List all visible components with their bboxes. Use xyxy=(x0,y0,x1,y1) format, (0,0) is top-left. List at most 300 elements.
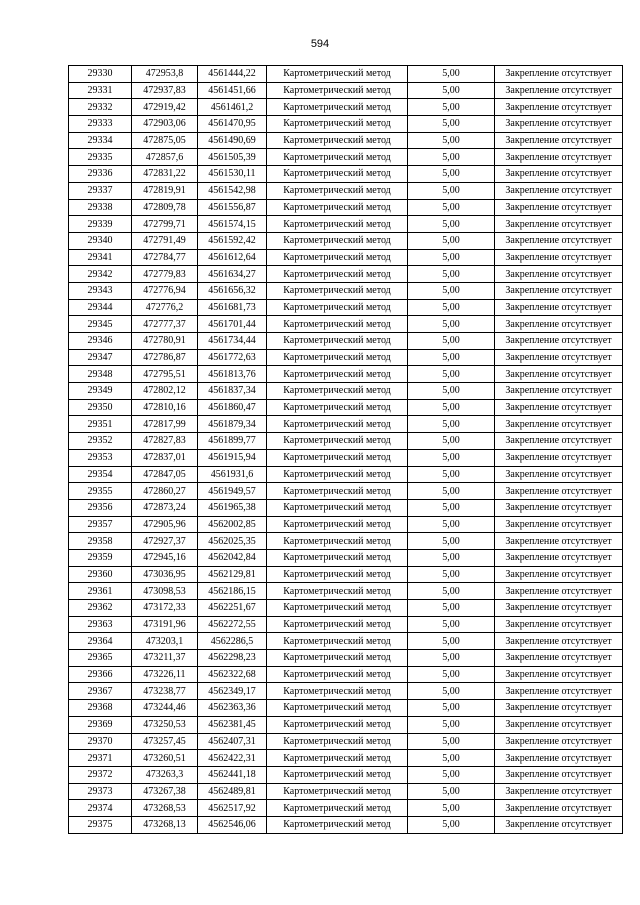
method-cell: Картометрический метод xyxy=(267,499,408,516)
method-cell: Картометрический метод xyxy=(267,533,408,550)
point-number-cell: 29356 xyxy=(69,499,132,516)
x-coordinate-cell: 472873,24 xyxy=(132,499,198,516)
x-coordinate-cell: 472776,94 xyxy=(132,282,198,299)
accuracy-cell: 5,00 xyxy=(408,282,495,299)
table-row xyxy=(69,182,623,199)
method-cell: Картометрический метод xyxy=(267,399,408,416)
fixing-description-cell: Закрепление отсутствует xyxy=(495,650,623,667)
method-cell: Картометрический метод xyxy=(267,383,408,400)
accuracy-cell: 5,00 xyxy=(408,633,495,650)
y-coordinate-cell: 4562129,81 xyxy=(198,566,267,583)
method-cell: Картометрический метод xyxy=(267,249,408,266)
table-row xyxy=(69,249,623,266)
y-coordinate-cell: 4562422,31 xyxy=(198,750,267,767)
fixing-description-cell: Закрепление отсутствует xyxy=(495,149,623,166)
y-coordinate-cell: 4561470,95 xyxy=(198,116,267,133)
x-coordinate-cell: 473263,3 xyxy=(132,766,198,783)
table-row xyxy=(69,650,623,667)
point-number-cell: 29362 xyxy=(69,600,132,617)
x-coordinate-cell: 472953,8 xyxy=(132,66,198,83)
method-cell: Картометрический метод xyxy=(267,366,408,383)
method-cell: Картометрический метод xyxy=(267,549,408,566)
point-number-cell: 29359 xyxy=(69,549,132,566)
accuracy-cell: 5,00 xyxy=(408,566,495,583)
fixing-description-cell: Закрепление отсутствует xyxy=(495,399,623,416)
method-cell: Картометрический метод xyxy=(267,666,408,683)
method-cell: Картометрический метод xyxy=(267,266,408,283)
table-row xyxy=(69,299,623,316)
table-row xyxy=(69,700,623,717)
fixing-description-cell: Закрепление отсутствует xyxy=(495,633,623,650)
accuracy-cell: 5,00 xyxy=(408,650,495,667)
table-row xyxy=(69,766,623,783)
method-cell: Картометрический метод xyxy=(267,82,408,99)
method-cell: Картометрический метод xyxy=(267,449,408,466)
accuracy-cell: 5,00 xyxy=(408,132,495,149)
accuracy-cell: 5,00 xyxy=(408,583,495,600)
method-cell: Картометрический метод xyxy=(267,750,408,767)
point-number-cell: 29360 xyxy=(69,566,132,583)
fixing-description-cell: Закрепление отсутствует xyxy=(495,733,623,750)
table-row xyxy=(69,66,623,83)
y-coordinate-cell: 4562441,18 xyxy=(198,766,267,783)
y-coordinate-cell: 4562489,81 xyxy=(198,783,267,800)
y-coordinate-cell: 4561681,73 xyxy=(198,299,267,316)
y-coordinate-cell: 4562025,35 xyxy=(198,533,267,550)
point-number-cell: 29365 xyxy=(69,650,132,667)
fixing-description-cell: Закрепление отсутствует xyxy=(495,700,623,717)
x-coordinate-cell: 473191,96 xyxy=(132,616,198,633)
point-number-cell: 29371 xyxy=(69,750,132,767)
fixing-description-cell: Закрепление отсутствует xyxy=(495,232,623,249)
method-cell: Картометрический метод xyxy=(267,583,408,600)
table-row xyxy=(69,132,623,149)
point-number-cell: 29373 xyxy=(69,783,132,800)
x-coordinate-cell: 472817,99 xyxy=(132,416,198,433)
table-row xyxy=(69,149,623,166)
y-coordinate-cell: 4562298,23 xyxy=(198,650,267,667)
point-number-cell: 29339 xyxy=(69,216,132,233)
method-cell: Картометрический метод xyxy=(267,616,408,633)
point-number-cell: 29345 xyxy=(69,316,132,333)
x-coordinate-cell: 473211,37 xyxy=(132,650,198,667)
table-row xyxy=(69,266,623,283)
fixing-description-cell: Закрепление отсутствует xyxy=(495,449,623,466)
point-number-cell: 29367 xyxy=(69,683,132,700)
point-number-cell: 29374 xyxy=(69,800,132,817)
method-cell: Картометрический метод xyxy=(267,566,408,583)
point-number-cell: 29340 xyxy=(69,232,132,249)
fixing-description-cell: Закрепление отсутствует xyxy=(495,199,623,216)
fixing-description-cell: Закрепление отсутствует xyxy=(495,816,623,833)
x-coordinate-cell: 472875,05 xyxy=(132,132,198,149)
accuracy-cell: 5,00 xyxy=(408,216,495,233)
fixing-description-cell: Закрепление отсутствует xyxy=(495,383,623,400)
table-row xyxy=(69,99,623,116)
point-number-cell: 29366 xyxy=(69,666,132,683)
table-row xyxy=(69,666,623,683)
x-coordinate-cell: 473098,53 xyxy=(132,583,198,600)
point-number-cell: 29347 xyxy=(69,349,132,366)
fixing-description-cell: Закрепление отсутствует xyxy=(495,349,623,366)
point-number-cell: 29351 xyxy=(69,416,132,433)
x-coordinate-cell: 472860,27 xyxy=(132,483,198,500)
coordinates-table xyxy=(68,65,623,834)
method-cell: Картометрический метод xyxy=(267,316,408,333)
table-row xyxy=(69,616,623,633)
fixing-description-cell: Закрепление отсутствует xyxy=(495,666,623,683)
method-cell: Картометрический метод xyxy=(267,116,408,133)
y-coordinate-cell: 4561813,76 xyxy=(198,366,267,383)
y-coordinate-cell: 4561634,27 xyxy=(198,266,267,283)
fixing-description-cell: Закрепление отсутствует xyxy=(495,616,623,633)
method-cell: Картометрический метод xyxy=(267,199,408,216)
method-cell: Картометрический метод xyxy=(267,99,408,116)
fixing-description-cell: Закрепление отсутствует xyxy=(495,516,623,533)
method-cell: Картометрический метод xyxy=(267,182,408,199)
accuracy-cell: 5,00 xyxy=(408,733,495,750)
table-row xyxy=(69,416,623,433)
fixing-description-cell: Закрепление отсутствует xyxy=(495,316,623,333)
x-coordinate-cell: 472919,42 xyxy=(132,99,198,116)
fixing-description-cell: Закрепление отсутствует xyxy=(495,533,623,550)
y-coordinate-cell: 4562322,68 xyxy=(198,666,267,683)
accuracy-cell: 5,00 xyxy=(408,766,495,783)
fixing-description-cell: Закрепление отсутствует xyxy=(495,366,623,383)
point-number-cell: 29342 xyxy=(69,266,132,283)
x-coordinate-cell: 472837,01 xyxy=(132,449,198,466)
x-coordinate-cell: 472905,96 xyxy=(132,516,198,533)
method-cell: Картометрический метод xyxy=(267,282,408,299)
point-number-cell: 29341 xyxy=(69,249,132,266)
table-row xyxy=(69,783,623,800)
method-cell: Картометрический метод xyxy=(267,132,408,149)
y-coordinate-cell: 4561931,6 xyxy=(198,466,267,483)
y-coordinate-cell: 4561772,63 xyxy=(198,349,267,366)
fixing-description-cell: Закрепление отсутствует xyxy=(495,266,623,283)
accuracy-cell: 5,00 xyxy=(408,416,495,433)
method-cell: Картометрический метод xyxy=(267,66,408,83)
fixing-description-cell: Закрепление отсутствует xyxy=(495,783,623,800)
point-number-cell: 29336 xyxy=(69,166,132,183)
accuracy-cell: 5,00 xyxy=(408,166,495,183)
method-cell: Картометрический метод xyxy=(267,733,408,750)
table-row xyxy=(69,383,623,400)
fixing-description-cell: Закрепление отсутствует xyxy=(495,466,623,483)
table-row xyxy=(69,750,623,767)
fixing-description-cell: Закрепление отсутствует xyxy=(495,99,623,116)
x-coordinate-cell: 472786,87 xyxy=(132,349,198,366)
x-coordinate-cell: 472831,22 xyxy=(132,166,198,183)
y-coordinate-cell: 4561915,94 xyxy=(198,449,267,466)
table-row xyxy=(69,433,623,450)
y-coordinate-cell: 4562186,15 xyxy=(198,583,267,600)
accuracy-cell: 5,00 xyxy=(408,549,495,566)
accuracy-cell: 5,00 xyxy=(408,82,495,99)
y-coordinate-cell: 4561965,38 xyxy=(198,499,267,516)
accuracy-cell: 5,00 xyxy=(408,499,495,516)
table-body xyxy=(69,66,623,834)
method-cell: Картометрический метод xyxy=(267,683,408,700)
x-coordinate-cell: 472784,77 xyxy=(132,249,198,266)
table-row xyxy=(69,499,623,516)
fixing-description-cell: Закрепление отсутствует xyxy=(495,282,623,299)
point-number-cell: 29355 xyxy=(69,483,132,500)
y-coordinate-cell: 4561444,22 xyxy=(198,66,267,83)
accuracy-cell: 5,00 xyxy=(408,399,495,416)
point-number-cell: 29348 xyxy=(69,366,132,383)
point-number-cell: 29334 xyxy=(69,132,132,149)
x-coordinate-cell: 472819,91 xyxy=(132,182,198,199)
y-coordinate-cell: 4561860,47 xyxy=(198,399,267,416)
fixing-description-cell: Закрепление отсутствует xyxy=(495,716,623,733)
fixing-description-cell: Закрепление отсутствует xyxy=(495,583,623,600)
accuracy-cell: 5,00 xyxy=(408,716,495,733)
point-number-cell: 29363 xyxy=(69,616,132,633)
fixing-description-cell: Закрепление отсутствует xyxy=(495,216,623,233)
x-coordinate-cell: 472809,78 xyxy=(132,199,198,216)
fixing-description-cell: Закрепление отсутствует xyxy=(495,416,623,433)
table-row xyxy=(69,82,623,99)
point-number-cell: 29338 xyxy=(69,199,132,216)
x-coordinate-cell: 472802,12 xyxy=(132,383,198,400)
table-row xyxy=(69,199,623,216)
method-cell: Картометрический метод xyxy=(267,650,408,667)
point-number-cell: 29372 xyxy=(69,766,132,783)
y-coordinate-cell: 4561505,39 xyxy=(198,149,267,166)
table-row xyxy=(69,566,623,583)
method-cell: Картометрический метод xyxy=(267,466,408,483)
y-coordinate-cell: 4561612,64 xyxy=(198,249,267,266)
y-coordinate-cell: 4562002,85 xyxy=(198,516,267,533)
table-row xyxy=(69,449,623,466)
x-coordinate-cell: 473226,11 xyxy=(132,666,198,683)
point-number-cell: 29346 xyxy=(69,333,132,350)
y-coordinate-cell: 4561542,98 xyxy=(198,182,267,199)
accuracy-cell: 5,00 xyxy=(408,449,495,466)
y-coordinate-cell: 4562407,31 xyxy=(198,733,267,750)
point-number-cell: 29361 xyxy=(69,583,132,600)
y-coordinate-cell: 4561656,32 xyxy=(198,282,267,299)
point-number-cell: 29332 xyxy=(69,99,132,116)
x-coordinate-cell: 473257,45 xyxy=(132,733,198,750)
x-coordinate-cell: 472777,37 xyxy=(132,316,198,333)
x-coordinate-cell: 472857,6 xyxy=(132,149,198,166)
y-coordinate-cell: 4561451,66 xyxy=(198,82,267,99)
x-coordinate-cell: 473203,1 xyxy=(132,633,198,650)
fixing-description-cell: Закрепление отсутствует xyxy=(495,800,623,817)
table-row xyxy=(69,600,623,617)
fixing-description-cell: Закрепление отсутствует xyxy=(495,182,623,199)
x-coordinate-cell: 473036,95 xyxy=(132,566,198,583)
table-row xyxy=(69,816,623,833)
accuracy-cell: 5,00 xyxy=(408,666,495,683)
fixing-description-cell: Закрепление отсутствует xyxy=(495,166,623,183)
x-coordinate-cell: 473268,13 xyxy=(132,816,198,833)
table-row xyxy=(69,800,623,817)
fixing-description-cell: Закрепление отсутствует xyxy=(495,600,623,617)
method-cell: Картометрический метод xyxy=(267,766,408,783)
y-coordinate-cell: 4562272,55 xyxy=(198,616,267,633)
table-row xyxy=(69,583,623,600)
y-coordinate-cell: 4562546,06 xyxy=(198,816,267,833)
fixing-description-cell: Закрепление отсутствует xyxy=(495,82,623,99)
fixing-description-cell: Закрепление отсутствует xyxy=(495,499,623,516)
x-coordinate-cell: 473172,33 xyxy=(132,600,198,617)
accuracy-cell: 5,00 xyxy=(408,149,495,166)
x-coordinate-cell: 472779,83 xyxy=(132,266,198,283)
method-cell: Картометрический метод xyxy=(267,483,408,500)
table-row xyxy=(69,533,623,550)
table-row xyxy=(69,166,623,183)
accuracy-cell: 5,00 xyxy=(408,466,495,483)
fixing-description-cell: Закрепление отсутствует xyxy=(495,483,623,500)
accuracy-cell: 5,00 xyxy=(408,600,495,617)
accuracy-cell: 5,00 xyxy=(408,199,495,216)
table-row xyxy=(69,399,623,416)
fixing-description-cell: Закрепление отсутствует xyxy=(495,750,623,767)
accuracy-cell: 5,00 xyxy=(408,683,495,700)
method-cell: Картометрический метод xyxy=(267,783,408,800)
method-cell: Картометрический метод xyxy=(267,333,408,350)
y-coordinate-cell: 4561574,15 xyxy=(198,216,267,233)
table-row xyxy=(69,116,623,133)
table-row xyxy=(69,316,623,333)
y-coordinate-cell: 4561530,11 xyxy=(198,166,267,183)
y-coordinate-cell: 4562251,67 xyxy=(198,600,267,617)
fixing-description-cell: Закрепление отсутствует xyxy=(495,683,623,700)
method-cell: Картометрический метод xyxy=(267,800,408,817)
method-cell: Картометрический метод xyxy=(267,816,408,833)
accuracy-cell: 5,00 xyxy=(408,249,495,266)
fixing-description-cell: Закрепление отсутствует xyxy=(495,766,623,783)
method-cell: Картометрический метод xyxy=(267,433,408,450)
x-coordinate-cell: 473260,51 xyxy=(132,750,198,767)
y-coordinate-cell: 4561701,44 xyxy=(198,316,267,333)
y-coordinate-cell: 4562349,17 xyxy=(198,683,267,700)
x-coordinate-cell: 473267,38 xyxy=(132,783,198,800)
accuracy-cell: 5,00 xyxy=(408,232,495,249)
table-row xyxy=(69,733,623,750)
point-number-cell: 29357 xyxy=(69,516,132,533)
fixing-description-cell: Закрепление отсутствует xyxy=(495,132,623,149)
y-coordinate-cell: 4562363,36 xyxy=(198,700,267,717)
x-coordinate-cell: 472780,91 xyxy=(132,333,198,350)
method-cell: Картометрический метод xyxy=(267,416,408,433)
fixing-description-cell: Закрепление отсутствует xyxy=(495,66,623,83)
table-row xyxy=(69,466,623,483)
point-number-cell: 29364 xyxy=(69,633,132,650)
accuracy-cell: 5,00 xyxy=(408,783,495,800)
y-coordinate-cell: 4561490,69 xyxy=(198,132,267,149)
accuracy-cell: 5,00 xyxy=(408,116,495,133)
x-coordinate-cell: 472827,83 xyxy=(132,433,198,450)
fixing-description-cell: Закрепление отсутствует xyxy=(495,249,623,266)
y-coordinate-cell: 4561949,57 xyxy=(198,483,267,500)
accuracy-cell: 5,00 xyxy=(408,299,495,316)
method-cell: Картометрический метод xyxy=(267,633,408,650)
accuracy-cell: 5,00 xyxy=(408,266,495,283)
accuracy-cell: 5,00 xyxy=(408,816,495,833)
y-coordinate-cell: 4562042,84 xyxy=(198,549,267,566)
x-coordinate-cell: 472799,71 xyxy=(132,216,198,233)
table-row xyxy=(69,716,623,733)
y-coordinate-cell: 4562381,45 xyxy=(198,716,267,733)
point-number-cell: 29358 xyxy=(69,533,132,550)
point-number-cell: 29330 xyxy=(69,66,132,83)
y-coordinate-cell: 4561592,42 xyxy=(198,232,267,249)
point-number-cell: 29370 xyxy=(69,733,132,750)
fixing-description-cell: Закрепление отсутствует xyxy=(495,333,623,350)
x-coordinate-cell: 473244,46 xyxy=(132,700,198,717)
accuracy-cell: 5,00 xyxy=(408,316,495,333)
point-number-cell: 29353 xyxy=(69,449,132,466)
accuracy-cell: 5,00 xyxy=(408,383,495,400)
table-row xyxy=(69,232,623,249)
y-coordinate-cell: 4561899,77 xyxy=(198,433,267,450)
method-cell: Картометрический метод xyxy=(267,216,408,233)
method-cell: Картометрический метод xyxy=(267,149,408,166)
page-number: 594 xyxy=(310,38,330,50)
x-coordinate-cell: 472847,05 xyxy=(132,466,198,483)
accuracy-cell: 5,00 xyxy=(408,800,495,817)
method-cell: Картометрический метод xyxy=(267,716,408,733)
method-cell: Картометрический метод xyxy=(267,349,408,366)
point-number-cell: 29368 xyxy=(69,700,132,717)
method-cell: Картометрический метод xyxy=(267,600,408,617)
y-coordinate-cell: 4561556,87 xyxy=(198,199,267,216)
point-number-cell: 29350 xyxy=(69,399,132,416)
x-coordinate-cell: 472945,16 xyxy=(132,549,198,566)
fixing-description-cell: Закрепление отсутствует xyxy=(495,549,623,566)
y-coordinate-cell: 4561837,34 xyxy=(198,383,267,400)
point-number-cell: 29331 xyxy=(69,82,132,99)
x-coordinate-cell: 472776,2 xyxy=(132,299,198,316)
y-coordinate-cell: 4561461,2 xyxy=(198,99,267,116)
table-row xyxy=(69,366,623,383)
point-number-cell: 29333 xyxy=(69,116,132,133)
accuracy-cell: 5,00 xyxy=(408,616,495,633)
method-cell: Картометрический метод xyxy=(267,299,408,316)
fixing-description-cell: Закрепление отсутствует xyxy=(495,299,623,316)
method-cell: Картометрический метод xyxy=(267,166,408,183)
point-number-cell: 29352 xyxy=(69,433,132,450)
point-number-cell: 29335 xyxy=(69,149,132,166)
method-cell: Картометрический метод xyxy=(267,700,408,717)
point-number-cell: 29349 xyxy=(69,383,132,400)
accuracy-cell: 5,00 xyxy=(408,700,495,717)
x-coordinate-cell: 472810,16 xyxy=(132,399,198,416)
accuracy-cell: 5,00 xyxy=(408,433,495,450)
x-coordinate-cell: 473268,53 xyxy=(132,800,198,817)
y-coordinate-cell: 4561879,34 xyxy=(198,416,267,433)
accuracy-cell: 5,00 xyxy=(408,333,495,350)
x-coordinate-cell: 473250,53 xyxy=(132,716,198,733)
accuracy-cell: 5,00 xyxy=(408,99,495,116)
x-coordinate-cell: 472927,37 xyxy=(132,533,198,550)
accuracy-cell: 5,00 xyxy=(408,533,495,550)
point-number-cell: 29343 xyxy=(69,282,132,299)
x-coordinate-cell: 473238,77 xyxy=(132,683,198,700)
y-coordinate-cell: 4562286,5 xyxy=(198,633,267,650)
y-coordinate-cell: 4561734,44 xyxy=(198,333,267,350)
point-number-cell: 29375 xyxy=(69,816,132,833)
accuracy-cell: 5,00 xyxy=(408,349,495,366)
fixing-description-cell: Закрепление отсутствует xyxy=(495,433,623,450)
table-row xyxy=(69,633,623,650)
table-row xyxy=(69,333,623,350)
accuracy-cell: 5,00 xyxy=(408,182,495,199)
